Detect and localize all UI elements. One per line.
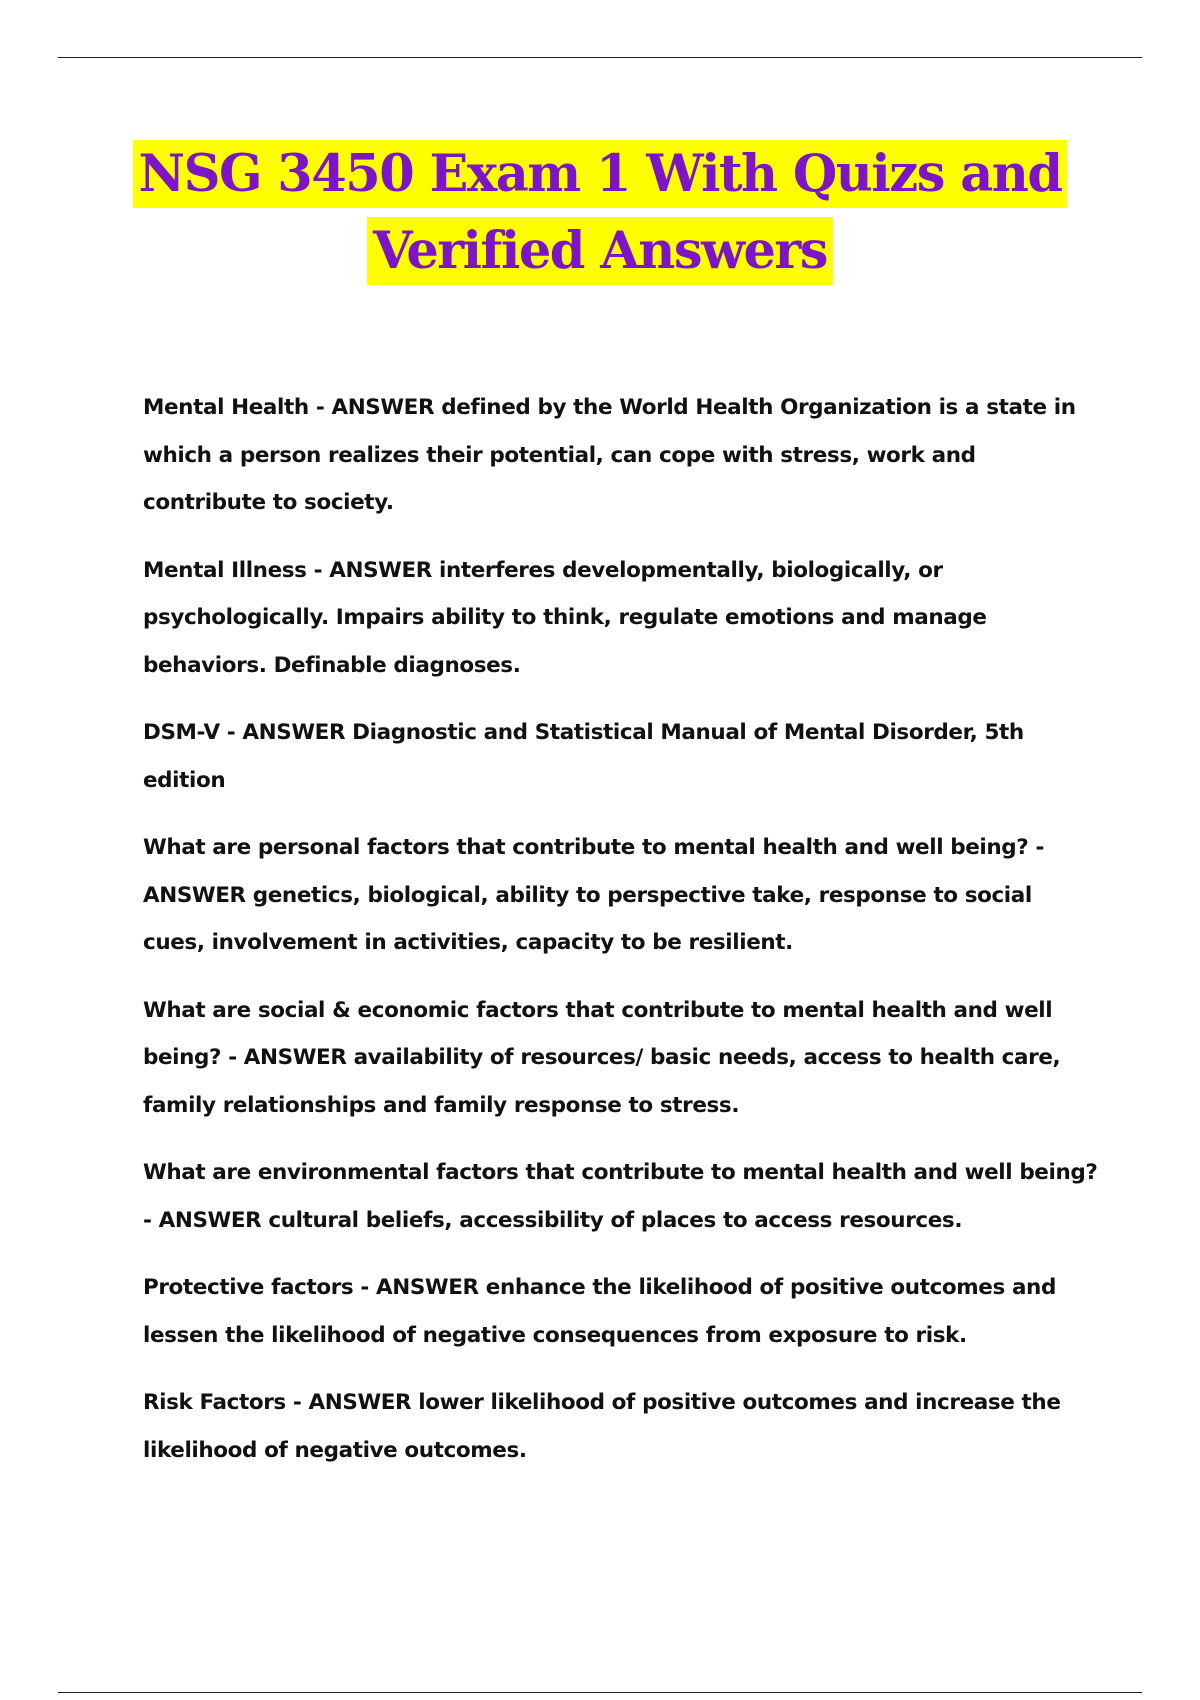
- qa-item-mental-health: Mental Health - ANSWER defined by the World Health Organization is a state in which a person realizes their potential, can cope with stress, work and contribute to society.: [143, 395, 1076, 515]
- header-rule: [58, 57, 1142, 58]
- qa-item-protective-factors: Protective factors - ANSWER enhance the likelihood of positive outcomes and lessen the likelihood of negative consequences from exposure to risk.: [143, 1275, 1056, 1348]
- qa-item-social-economic-factors: What are social & economic factors that contribute to mental health and well being? - ANSWER availability of resources/ basic needs, access to health care, family relationships and family response to stress.: [143, 997, 1061, 1118]
- qa-list: [143, 384, 1098, 1494]
- qa-item-risk-factors: Risk Factors - ANSWER lower likelihood of positive outcomes and increase the likelihood of negative outcomes.: [143, 1390, 1061, 1463]
- qa-item-dsm-v: DSM-V - ANSWER Diagnostic and Statistical Manual of Mental Disorder, 5th edition: [143, 720, 1024, 793]
- title-line-2: Verified Answers: [367, 217, 833, 285]
- qa-item-personal-factors: What are personal factors that contribute to mental health and well being? - ANSWER genetics, biological, ability to perspective take, response to social cues, involvement in activities, capacity to be resilient.: [143, 835, 1044, 955]
- title-line-1: NSG 3450 Exam 1 With Quizs and: [133, 140, 1068, 208]
- qa-item-environmental-factors: What are environmental factors that contribute to mental health and well being? - ANSWER cultural beliefs, accessibility of places to access resources.: [143, 1160, 1098, 1233]
- footer-rule: [58, 1692, 1142, 1693]
- document-title: [0, 140, 1200, 285]
- qa-item-mental-illness: Mental Illness - ANSWER interferes developmentally, biologically, or psychologically. Impairs ability to think, regulate emotions and manage behaviors. Definable diagnoses.: [143, 557, 987, 678]
